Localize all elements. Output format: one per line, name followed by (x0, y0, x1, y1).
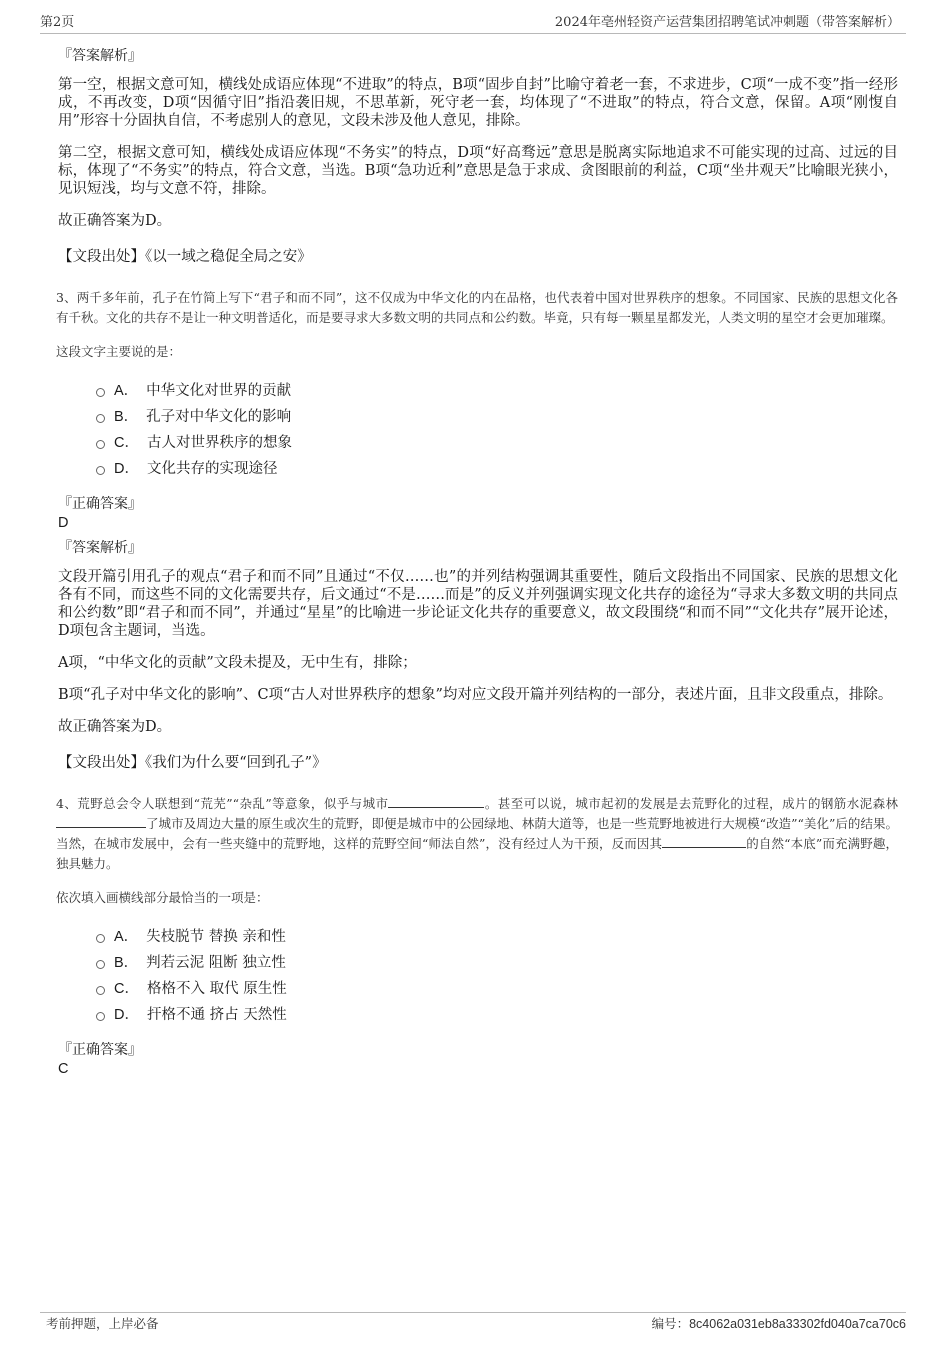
option-text: 失枝脱节 替换 亲和性 (146, 928, 286, 945)
option-letter: C． (114, 980, 139, 997)
analysis-paragraph: 文段开篇引用孔子的观点“君子和而不同”且通过“不仅……也”的并列结构强调其重要性，随后文段指出不同国家、民族的思想文化各有不同，而这些不同的文化需要共存，后文通过“不是……而是”的反义并列强调实现文化共存的途径为“寻求大多数文明的共同点和公约数”即“君子和而不同”，并通过“星星”的比喻进一步论证文化共存的重要意义，故文段围绕“和而不同”“文化共存”展开论述，D项包含主题词，当选。 (58, 569, 898, 639)
question-4 (56, 794, 898, 1078)
correct-answer-label: 『正确答案』 (58, 1042, 142, 1058)
radio-button[interactable] (96, 986, 105, 995)
question-text: 3、两千多年前，孔子在竹简上写下“君子和而不同”，这不仅成为中华文化的内在品格，也代表着中国对世界秩序的想象。不同国家、民族的思想文化各有千秋。文化的共存不是让一种文明普适化，而是要寻求大多数文明的共同点和公约数。毕竟，只有每一颗星星都发光，人类文明的星空才会更加璀璨。 (56, 290, 898, 325)
radio-button[interactable] (96, 960, 105, 969)
analysis-conclusion: 故正确答案为D。 (58, 213, 172, 229)
analysis-paragraph: B项“孔子对中华文化的影响”、C项“古人对世界秩序的想象”均对应文段开篇并列结构的一部分，表述片面，且非文段重点，排除。 (58, 687, 893, 703)
question-text-part: 4、荒野总会令人联想到“荒芜”“杂乱”等意象，似乎与城市 (56, 796, 389, 811)
option-text: 古人对世界秩序的想象 (146, 434, 292, 451)
q2-analysis-section (56, 46, 898, 266)
option-list (96, 922, 898, 1026)
analysis-label: 『答案解析』 (58, 48, 142, 64)
option-letter: A． (114, 382, 139, 399)
analysis-conclusion: 故正确答案为D。 (58, 719, 172, 735)
question-prompt: 这段文字主要说的是： (56, 344, 182, 359)
option-d[interactable] (96, 454, 898, 480)
question-prompt: 依次填入画横线部分最恰当的一项是： (56, 890, 269, 905)
code-value: 8c4062a031eb8a33302fd040a7ca70c6 (689, 1317, 906, 1331)
page-content (56, 40, 898, 1082)
option-letter: D． (114, 1006, 139, 1023)
radio-button[interactable] (96, 388, 105, 397)
option-text: 判若云泥 阻断 独立性 (146, 954, 286, 971)
option-letter: B． (114, 408, 139, 425)
fill-blank-3 (662, 835, 746, 848)
page-header (40, 14, 906, 34)
document-code (652, 1315, 906, 1333)
code-label: 编号： (651, 1316, 690, 1331)
fill-blank-1 (388, 795, 484, 808)
option-a[interactable] (96, 922, 898, 948)
radio-button[interactable] (96, 414, 105, 423)
option-letter: A． (114, 928, 139, 945)
question-text-part: 。甚至可以说，城市起初的发展是去荒野化的过程，成片的钢筋水泥森林 (484, 796, 898, 811)
option-letter: D． (114, 460, 139, 477)
option-text: 格格不入 取代 原生性 (146, 980, 287, 997)
option-text: 中华文化对世界的贡献 (146, 382, 292, 399)
option-a[interactable] (96, 376, 898, 402)
question-text-part: 了城市及周边大量的原生或次生的荒野，即便是城市中的公园绿地、林荫大道等，也是一些荒野地被进行大规模“改造”“美化”后的结果。当然，在城市发展中，会有一些夹缝中的荒野地，这样的荒野空间“师法自然”，没有经过人为干预，反而因其 (56, 816, 898, 851)
question-3 (56, 288, 898, 772)
correct-answer-label: 『正确答案』 (58, 496, 142, 512)
option-letter: B． (114, 954, 139, 971)
radio-button[interactable] (96, 1012, 105, 1021)
document-title: 2024年亳州轻资产运营集团招聘笔试冲刺题（带答案解析） (554, 15, 900, 30)
analysis-paragraph: 第二空，根据文意可知，横线处成语应体现“不务实”的特点，D项“好高骛远”意思是脱离实际地追求不可能实现的过高、过远的目标，体现了“不务实”的特点，符合文意，当选。B项“急功近利”意思是急于求成、贪图眼前的利益，C项“坐井观天”比喻眼光狭小，见识短浅，均与文意不符，排除。 (58, 145, 898, 197)
question-text (56, 794, 898, 874)
radio-button[interactable] (96, 934, 105, 943)
option-text: 孔子对中华文化的影响 (146, 408, 292, 425)
analysis-paragraph: A项，“中华文化的贡献”文段未提及，无中生有，排除； (58, 655, 417, 671)
page-number: 第2页 (40, 15, 75, 30)
correct-answer: C (58, 1061, 69, 1077)
analysis-label: 『答案解析』 (58, 540, 142, 556)
fill-blank-2 (56, 815, 146, 828)
footer-slogan: 考前押题，上岸必备 (46, 1316, 159, 1331)
passage-source: 【文段出处】《我们为什么要“回到孔子”》 (58, 755, 327, 771)
option-b[interactable] (96, 948, 898, 974)
option-c[interactable] (96, 428, 898, 454)
correct-answer: D (58, 515, 69, 531)
page-footer (40, 1312, 906, 1333)
radio-button[interactable] (96, 466, 105, 475)
option-c[interactable] (96, 974, 898, 1000)
option-b[interactable] (96, 402, 898, 428)
radio-button[interactable] (96, 440, 105, 449)
option-letter: C． (114, 434, 139, 451)
option-d[interactable] (96, 1000, 898, 1026)
option-list (96, 376, 898, 480)
question-text-part: 的自然“本底”而充满野趣，独具魅力。 (56, 836, 898, 871)
option-text: 扞格不通 挤占 天然性 (146, 1006, 287, 1023)
analysis-paragraph: 第一空，根据文意可知，横线处成语应体现“不进取”的特点，B项“固步自封”比喻守着老一套，不求进步，C项“一成不变”指一经形成，不再改变，D项“因循守旧”指沿袭旧规，不思革新，死守老一套，均体现了“不进取”的特点，符合文意，保留。A项“刚愎自用”形容十分固执自信，不考虑别人的意见，文段未涉及他人意见，排除。 (58, 77, 898, 129)
passage-source: 【文段出处】《以一域之稳促全局之安》 (58, 249, 312, 265)
option-text: 文化共存的实现途径 (146, 460, 278, 477)
